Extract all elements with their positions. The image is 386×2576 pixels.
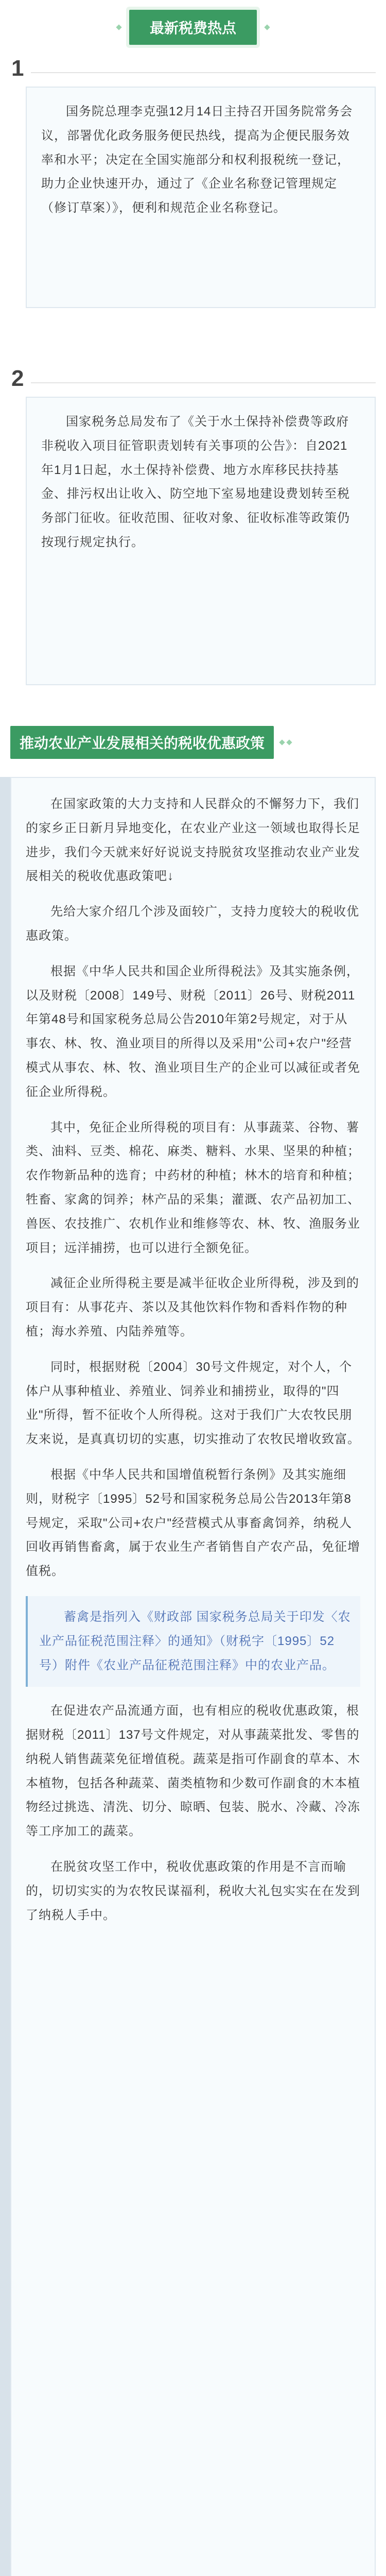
policy-paragraph: 先给大家介绍几个涉及面较广，支持力度较大的税收优惠政策。 [26, 905, 359, 943]
section2-title: 推动农业产业发展相关的税收优惠政策 [10, 726, 274, 759]
decor-squares [280, 740, 291, 744]
item-number: 1 [11, 56, 24, 81]
policy-paragraph: 在脱贫攻坚工作中，税收优惠政策的作用是不言而喻的，切切实实的为农牧民谋福利，税收大礼包实实在在发到了纳税人手中。 [26, 1860, 360, 1922]
section1-title: 最新税费热点 [129, 10, 257, 45]
item-number: 2 [11, 366, 24, 391]
section2-banner [10, 725, 291, 759]
policy-paragraph: 在国家政策的大力支持和人民群众的不懈努力下，我们的家乡正日新月异地变化，在农业产业这一领域也取得长足进步，我们今天就来好好说说支持脱贫攻坚推动农业产业发展相关的税收优惠政策吧↓ [26, 797, 360, 884]
side-bar [0, 777, 10, 2576]
section1-banner [129, 9, 257, 45]
policy-quote [26, 1596, 360, 1687]
policy-paragraph: 根据《中华人民共和国增值税暂行条例》及其实施细则，财税字〔1995〕52号和国家税务总局公告2013年第8号规定，采取"公司+农户"经营模式从事畜禽饲养，纳税人回收再销售畜禽，属于农业生产者销售自产农产品，免征增值税。 [26, 1467, 360, 1579]
divider [31, 382, 376, 383]
policy-paragraph: 在促进农产品流通方面，也有相应的税收优惠政策，根据财税〔2011〕137号文件规定，对从事蔬菜批发、零售的纳税人销售蔬菜免征增值税。蔬菜是指可作副食的草本、木本植物，包括各种蔬菜、菌类植物和少数可作副食的木本植物经过挑选、清洗、切分、晾晒、包装、脱水、冷藏、冷冻等工序加工的蔬菜。 [26, 1704, 360, 1839]
news-box-1 [26, 87, 376, 308]
policy-paragraph: 根据《中华人民共和国企业所得税法》及其实施条例，以及财税〔2008〕149号、财税〔2011〕26号、财税2011年第48号和国家税务总局公告2010年第2号规定，对于从事农、林、牧、渔业项目的所得以及采用"公司+农户"经营模式从事农、林、牧、渔业项目生产的企业可以减征或者免征企业所得税。 [26, 964, 360, 1099]
news-box-2 [26, 397, 376, 685]
divider [31, 72, 376, 73]
policy-paragraph: 同时，根据财税〔2004〕30号文件规定，对个人，个体户从事种植业、养殖业、饲养业和捕捞业，取得的"四业"所得，暂不征收个人所得税。这对于我们广大农牧民朋友来说，是真真切切的实惠，切实推动了农牧民增收致富。 [26, 1360, 360, 1447]
news-paragraph: 国务院总理李克强12月14日主持召开国务院常务会议，部署优化政务服务便民热线，提高为企便民服务效率和水平；决定在全国实施部分和权利报税统一登记，助力企业快速开办，通过了《企业名称登记管理规定（修订草案）》，便利和规范企业名称登记。 [41, 105, 353, 215]
quote-text: 蓄禽是指列入《财政部 国家税务总局关于印发〈农业产品征税范围注释〉的通知》（财税字〔1995〕52号）附件《农业产品征税范围注释》中的农业产品。 [39, 1609, 351, 1672]
news-paragraph: 国家税务总局发布了《关于水土保持补偿费等政府非税收入项目征管职责划转有关事项的公告》：自2021年1月1日起，水土保持补偿费、地方水库移民扶持基金、排污权出让收入、防空地下室易地建设费划转至税务部门征收。征收范围、征收对象、征收标准等政策仍按现行规定执行。 [41, 415, 350, 549]
policy-box [10, 777, 376, 2576]
policy-paragraph: 其中，免征企业所得税的项目有：从事蔬菜、谷物、薯类、油料、豆类、棉花、麻类、糖料、水果、坚果的种植；农作物新品种的选育；中药材的种植；林木的培育和种植；牲畜、家禽的饲养；林产品的采集；灌溉、农产品初加工、兽医、农技推广、农机作业和维修等农、林、牧、渔服务业项目；远洋捕捞，也可以进行全额免征。 [26, 1120, 360, 1255]
policy-paragraph: 减征企业所得税主要是减半征收企业所得税，涉及到的项目有：从事花卉、茶以及其他饮料作物和香料作物的种植；海水养殖、内陆养殖等。 [26, 1276, 359, 1338]
